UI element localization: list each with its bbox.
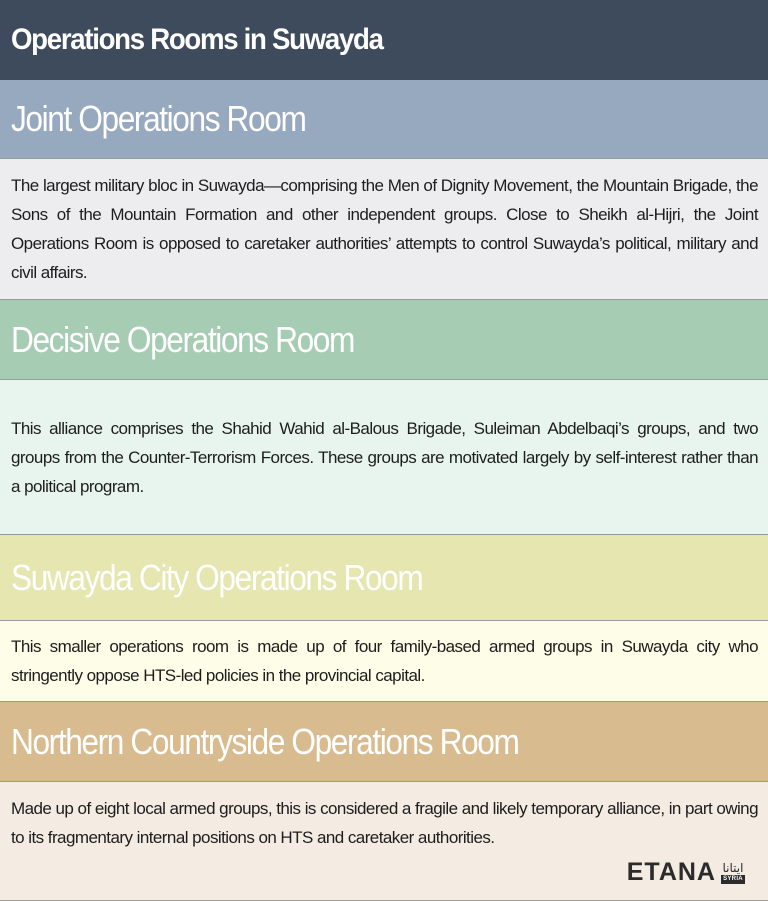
page-title: Operations Rooms in Suwayda — [11, 23, 383, 56]
suwayda-city-operations-room-body — [0, 621, 768, 702]
section-text: This alliance comprises the Shahid Wahid al-Balous Brigade, Suleiman Abdelbaqi’s groups, and two groups from the Counter-Terrorism Forces. These groups are motivated largely by self-interest rather than a political program. — [11, 418, 758, 496]
logo-syria-tag: SYRIA — [723, 875, 743, 882]
suwayda-city-operations-room-header — [0, 535, 768, 621]
section-text: The largest military bloc in Suwayda—comprising the Men of Dignity Movement, the Mountain Brigade, the Sons of the Mountain Formation and other independent groups. Close to Sheikh al-Hijri, the Joint Operations Room is opposed to caretaker authorities’ attempts to control Suwayda’s political, military and civil affairs. — [11, 176, 758, 282]
title-bar — [0, 0, 768, 80]
decisive-operations-room-body — [0, 380, 768, 535]
decisive-operations-room-header — [0, 300, 768, 380]
joint-operations-room-header — [0, 80, 768, 159]
northern-countryside-operations-room-header — [0, 702, 768, 782]
section-text: This smaller operations room is made up of four family-based armed groups in Suwayda city who stringently oppose HTS-led policies in the provincial capital. — [11, 637, 758, 685]
section-heading: Joint Operations Room — [11, 98, 306, 139]
section-heading: Decisive Operations Room — [11, 318, 355, 360]
logo-arabic-text: ايتانا — [722, 860, 744, 875]
joint-operations-room-body — [0, 159, 768, 300]
logo-wordmark: ETANA — [626, 858, 716, 886]
logo-badge — [720, 862, 746, 884]
section-heading: Northern Countryside Operations Room — [11, 720, 519, 762]
section-text: Made up of eight local armed groups, this is considered a fragile and likely temporary alliance, in part owing to its fragmentary internal positions on HTS and caretaker authorities. — [11, 799, 758, 847]
section-heading: Suwayda City Operations Room — [11, 556, 423, 598]
etana-logo — [627, 858, 746, 887]
